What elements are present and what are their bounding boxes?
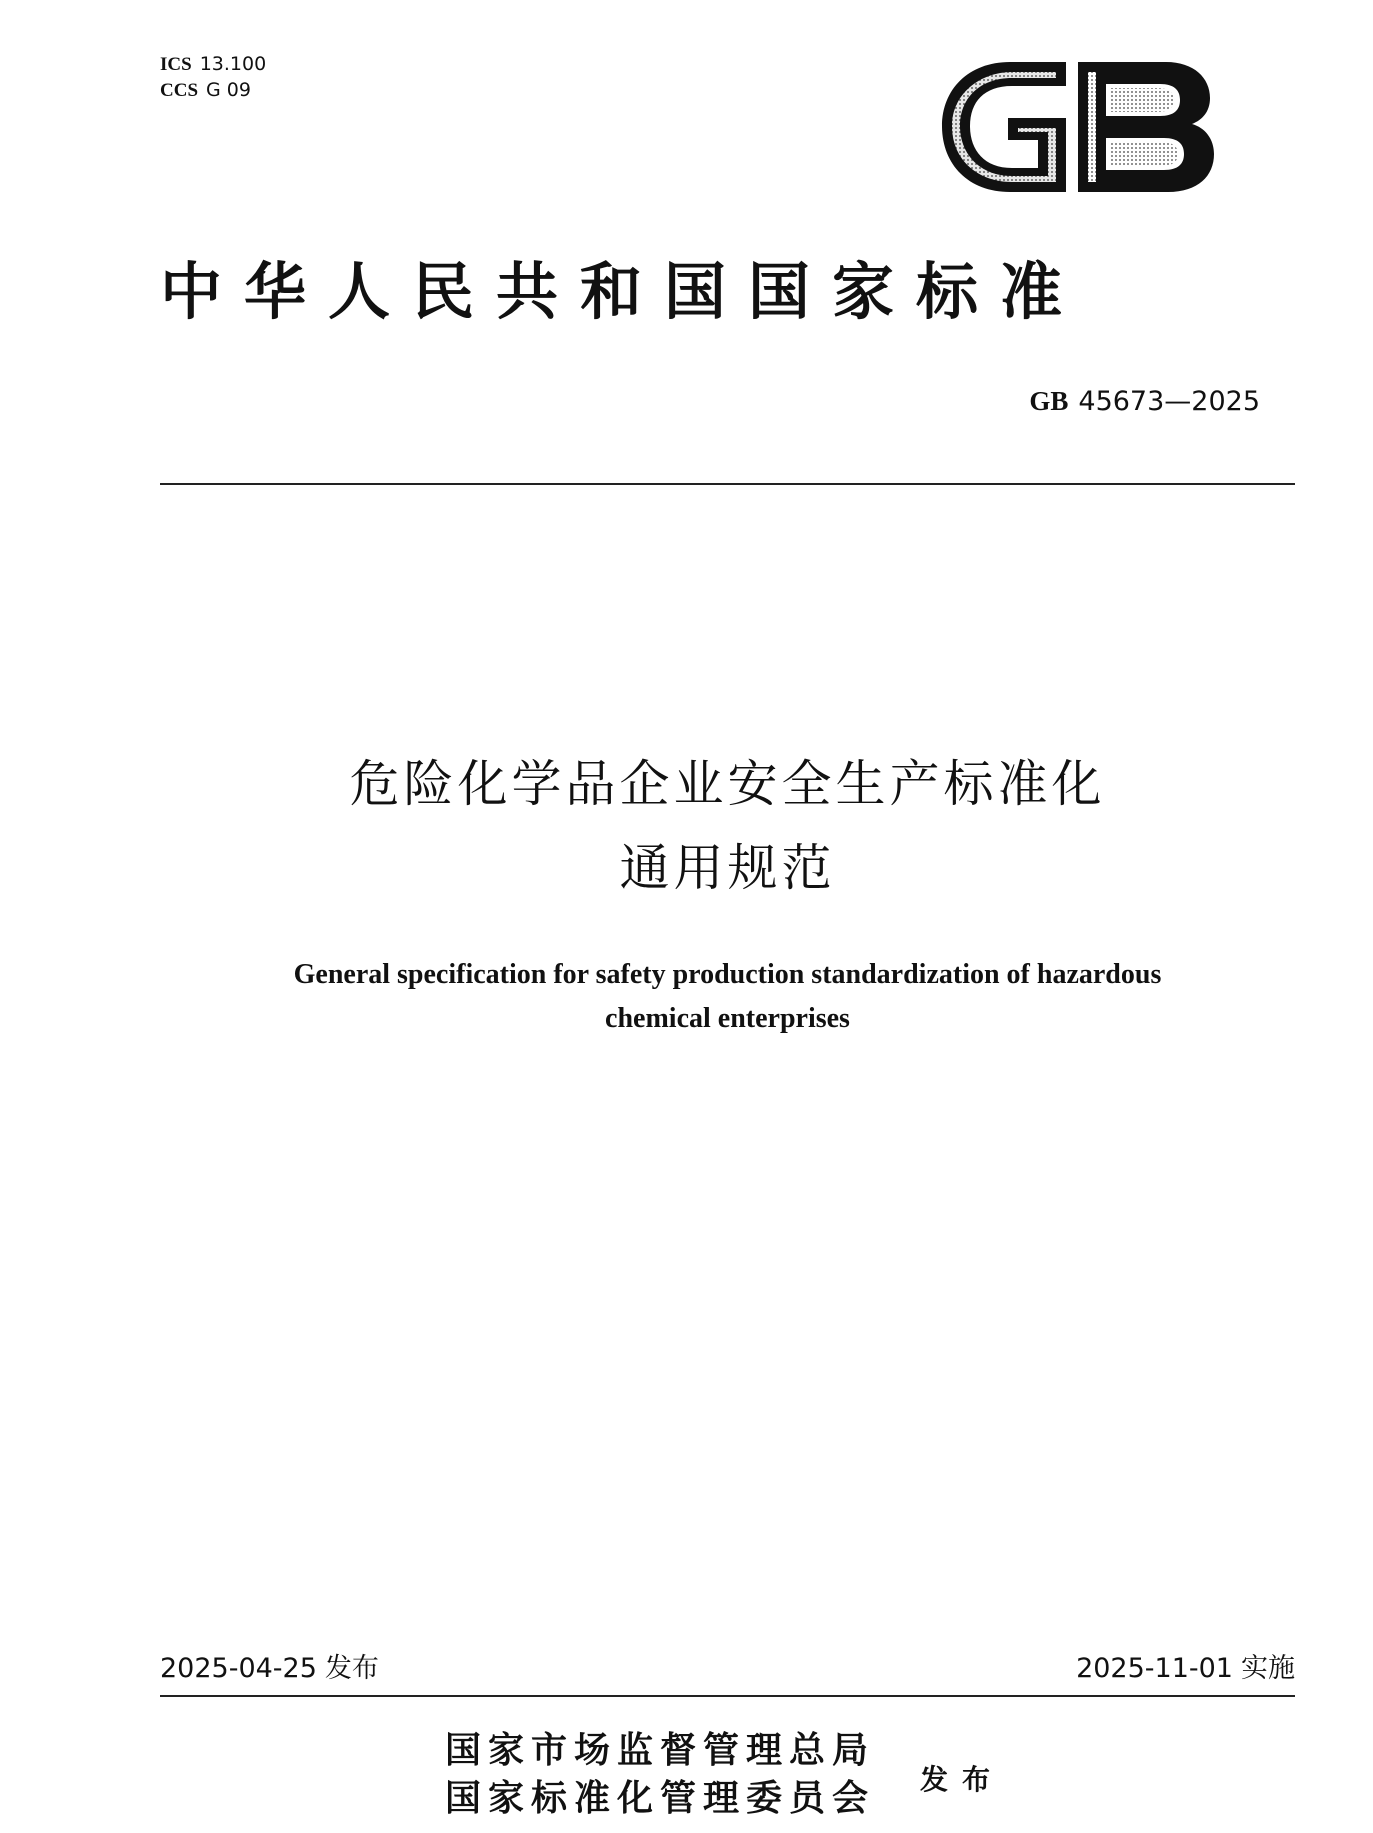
ccs-code — [160, 78, 251, 103]
standard-prefix: GB — [1029, 386, 1069, 416]
national-standard-title: 中华人民共和国国家标准 — [160, 255, 1085, 328]
release-label: 发布 — [324, 1653, 379, 1684]
release-date-value: 2025-04-25 — [160, 1653, 317, 1684]
ccs-label: CCS — [160, 80, 199, 101]
publisher-line1: 国家市场监督管理总局 — [445, 1729, 876, 1771]
ics-value: 13.100 — [199, 53, 267, 75]
implement-date-value: 2025-11-01 — [1076, 1653, 1233, 1684]
title-cn-line2: 通用规范 — [619, 839, 836, 897]
publish-action: 发布 — [920, 1763, 1005, 1796]
release-date — [160, 1652, 379, 1686]
implement-label: 实施 — [1241, 1653, 1295, 1684]
top-divider — [160, 483, 1295, 485]
title-en-line2: chemical enterprises — [605, 1003, 850, 1034]
standard-number-value: 45673—2025 — [1078, 386, 1260, 417]
bottom-divider — [160, 1695, 1295, 1697]
title-en-line1: General specification for safety production standardization of hazardous — [293, 959, 1162, 990]
implement-date — [1076, 1652, 1295, 1686]
ics-code — [160, 52, 266, 77]
publisher-line2: 国家标准化管理委员会 — [445, 1777, 876, 1819]
title-cn-line1: 危险化学品企业安全生产标准化 — [349, 755, 1106, 813]
ics-label: ICS — [160, 54, 192, 75]
gb-logo-icon — [938, 54, 1218, 199]
ccs-value: G 09 — [206, 79, 251, 101]
standard-number — [1029, 384, 1260, 419]
